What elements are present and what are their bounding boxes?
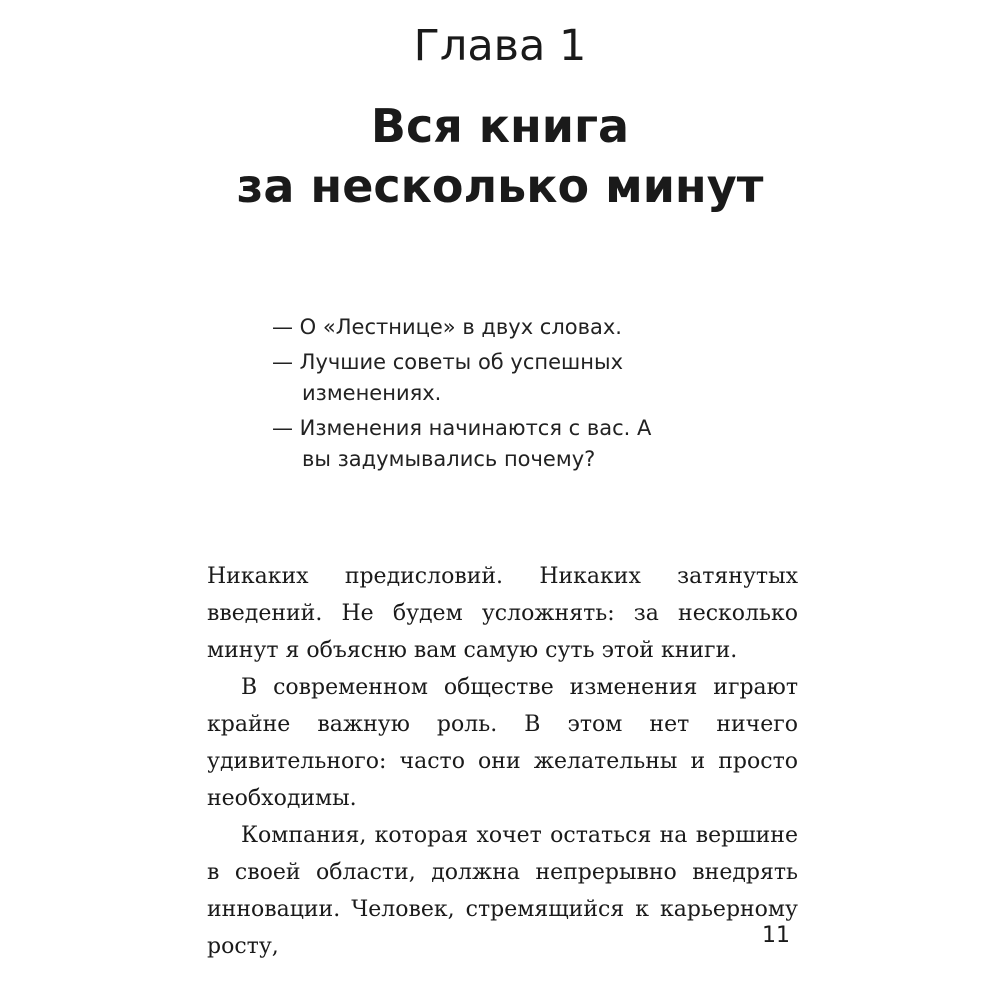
chapter-title-line-2: за несколько минут	[236, 159, 764, 213]
chapter-summary-list	[272, 312, 652, 479]
page-number: 11	[762, 923, 790, 948]
summary-item: — Изменения начинаются с вас. А вы задумывались почему?	[272, 416, 652, 471]
chapter-title-line-1: Вся книга	[370, 99, 630, 153]
summary-item: — О «Лестнице» в двух словах.	[272, 315, 622, 339]
body-text	[207, 558, 798, 965]
chapter-title	[0, 96, 1000, 216]
body-paragraph: Компания, которая хочет остаться на вершине в своей области, должна непрерывно внедрять инновации. Человек, стремящийся к карьерному росту,	[207, 823, 798, 959]
body-paragraph: В современном обществе изменения играют крайне важную роль. В этом нет ничего удивительного: часто они желательны и просто необходимы.	[207, 675, 798, 811]
chapter-label: Глава 1	[413, 21, 587, 71]
summary-item: — Лучшие советы об успешных изменениях.	[272, 350, 623, 405]
body-paragraph: Никаких предисловий. Никаких затянутых введений. Не будем усложнять: за несколько минут я объясню вам самую суть этой книги.	[207, 564, 798, 663]
